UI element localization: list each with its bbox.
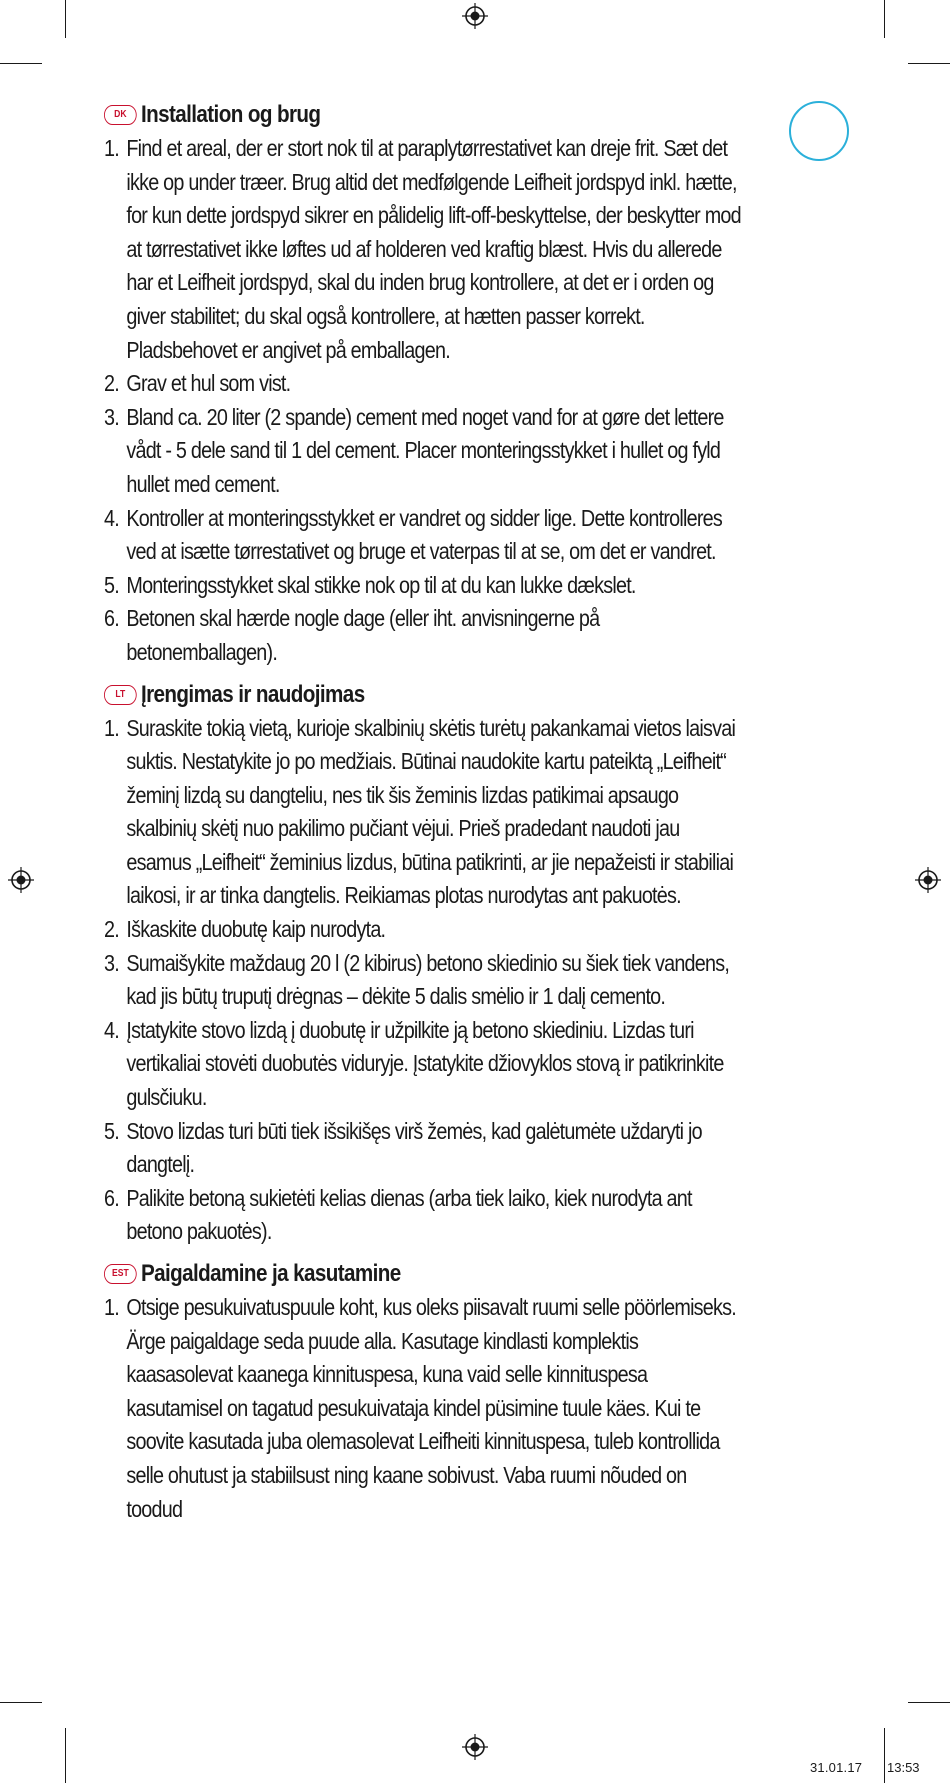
step-text: Suraskite tokią vietą, kurioje skalbinių skėtis turėtų pakankamai vietos laisvai suktis. Nestatykite jo po medžiais. Būtinai naudokite kartu pateiktą „Leifheit“ žeminį lizdą su dangteliu, nes tik šis žeminis lizdas patikimai apsaugo skalbinių skėtį nuo pakilimo pučiant vėjui. Prieš pradedant naudoti jau esamus „Leifheit“ žeminius lizdus, būtina patikrinti, ar jie nepažeisti ir stabiliai laikosi, ir ar tinka dangtelis. Reikiamas plotas nurodytas ant pakuotės. bbox=[126, 714, 736, 909]
list-item bbox=[104, 712, 745, 914]
step-number: 1. bbox=[104, 714, 119, 741]
section-heading bbox=[104, 678, 745, 712]
step-number: 1. bbox=[104, 1294, 119, 1320]
step-number: 3. bbox=[104, 949, 119, 976]
crop-mark-left-top bbox=[0, 63, 42, 64]
crop-mark-right-top bbox=[908, 63, 950, 64]
list-item bbox=[104, 1014, 745, 1115]
list-item bbox=[104, 502, 745, 569]
steps-list bbox=[104, 712, 745, 1250]
section-heading bbox=[104, 98, 745, 132]
language-badge-dk: DK bbox=[104, 105, 137, 125]
list-item bbox=[104, 913, 745, 947]
section-title: Paigaldamine ja kasutamine bbox=[140, 1260, 401, 1287]
instructions-content bbox=[104, 98, 745, 1526]
step-number: 1. bbox=[104, 135, 119, 161]
decorative-circle-icon bbox=[789, 101, 849, 161]
step-text: Kontroller at monteringsstykket er vandret og sidder lige. Dette kontrolleres ved at isætte tørrestativet og bruge et vaterpas til at se, om det er vandret. bbox=[126, 504, 723, 565]
step-text: Palikite betoną sukietėti kelias dienas (arba tiek laiko, kiek nurodyta ant betono pakuotės). bbox=[126, 1184, 692, 1245]
print-date: 31.01.17 bbox=[810, 1760, 863, 1775]
list-item bbox=[104, 602, 745, 669]
step-text: Iškaskite duobutę kaip nurodyta. bbox=[126, 916, 386, 943]
registration-mark-top-icon bbox=[462, 3, 488, 29]
step-number: 6. bbox=[104, 1184, 119, 1211]
crop-mark-top-left bbox=[65, 0, 66, 38]
step-text: Įstatykite stovo lizdą į duobutę ir užpilkite ją betono skiediniu. Lizdas turi vertikaliai stovėti duobutės viduryje. Įstatykite džiovyklos stovą ir patikrinkite gulsčiuku. bbox=[126, 1016, 724, 1111]
list-item bbox=[104, 367, 745, 401]
crop-mark-bottom-left bbox=[65, 1728, 66, 1783]
crop-mark-bottom-right bbox=[884, 1728, 885, 1783]
section-dk bbox=[104, 98, 745, 670]
crop-mark-left-bottom bbox=[0, 1702, 42, 1703]
step-text: Otsige pesukuivatuspuule koht, kus oleks piisavalt ruumi selle pöörlemiseks. Ärge paigaldage seda puude alla. Kasutage kindlasti komplektis kaasasolevat kaanega kinnituspesa, kuna vaid selle kinnituspesa kasutamisel on tagatud pesukuivataja kindel püsimine tuule käes. Kui te soovite kasutada juba olemasolevat Leifheiti kinnituspesa, tuleb kontrollida selle ohutust ja stabiilsust ning kaane sobivust. Vaba ruumi nõuded on toodud bbox=[126, 1294, 736, 1522]
list-item bbox=[104, 132, 745, 367]
step-number: 2. bbox=[104, 370, 119, 397]
section-est bbox=[104, 1257, 745, 1526]
step-text: Grav et hul som vist. bbox=[126, 370, 291, 397]
step-number: 6. bbox=[104, 605, 119, 632]
steps-list bbox=[104, 132, 745, 670]
list-item bbox=[104, 1291, 745, 1526]
step-number: 3. bbox=[104, 403, 119, 430]
language-badge-est: EST bbox=[104, 1264, 137, 1284]
list-item bbox=[104, 947, 745, 1014]
registration-mark-bottom-icon bbox=[462, 1734, 488, 1760]
crop-mark-right-bottom bbox=[908, 1702, 950, 1703]
list-item bbox=[104, 401, 745, 502]
step-text: Bland ca. 20 liter (2 spande) cement med noget vand for at gøre det lettere vådt - 5 dele sand til 1 del cement. Placer monteringsstykket i hullet og fyld hullet med cement. bbox=[126, 403, 724, 497]
registration-mark-left-icon bbox=[8, 867, 34, 893]
list-item bbox=[104, 1182, 745, 1249]
step-text: Sumaišykite maždaug 20 l (2 kibirus) betono skiedinio su šiek tiek vandens, kad jis būtų truputį drėgnas – dėkite 5 dalis smėlio ir 1 dalį cemento. bbox=[126, 949, 730, 1010]
step-text: Stovo lizdas turi būti tiek išsikišęs virš žemės, kad galėtumėte uždaryti jo dangtelį. bbox=[126, 1117, 702, 1178]
section-title: Įrengimas ir naudojimas bbox=[140, 680, 365, 708]
step-text: Monteringsstykket skal stikke nok op til at du kan lukke dækslet. bbox=[126, 571, 636, 598]
step-text: Betonen skal hærde nogle dage (eller iht. anvisningerne på betonemballagen). bbox=[126, 605, 600, 665]
step-number: 4. bbox=[104, 1016, 119, 1043]
steps-list bbox=[104, 1291, 745, 1526]
step-text: Find et areal, der er stort nok til at paraplytørrestativet kan dreje frit. Sæt det ikke op under træer. Brug altid det medfølgende Leifheit jordspyd inkl. hætte, for kun dette jordspyd sikrer en pålidelig lift-off-beskyttelse, der beskytter mod at tørrestativet ikke løftes ud af holderen ved kraftig blæst. Hvis du allerede har et Leifheit jordspyd, skal du inden brug kontrollere, at det er i orden og giver stabilitet; du skal også kontrollere, at hætten passer korrekt. Pladsbehovet er angivet på emballagen. bbox=[126, 135, 741, 363]
print-time: 13:53 bbox=[887, 1760, 920, 1775]
step-number: 5. bbox=[104, 1117, 119, 1144]
section-title: Installation og brug bbox=[140, 101, 321, 128]
crop-mark-top-right bbox=[884, 0, 885, 38]
list-item bbox=[104, 1115, 745, 1182]
section-heading bbox=[104, 1257, 745, 1291]
step-number: 2. bbox=[104, 916, 119, 943]
section-lt bbox=[104, 678, 745, 1250]
language-badge-lt: LT bbox=[104, 685, 137, 705]
step-number: 5. bbox=[104, 571, 119, 598]
step-number: 4. bbox=[104, 504, 119, 531]
registration-mark-right-icon bbox=[915, 867, 941, 893]
list-item bbox=[104, 569, 745, 603]
